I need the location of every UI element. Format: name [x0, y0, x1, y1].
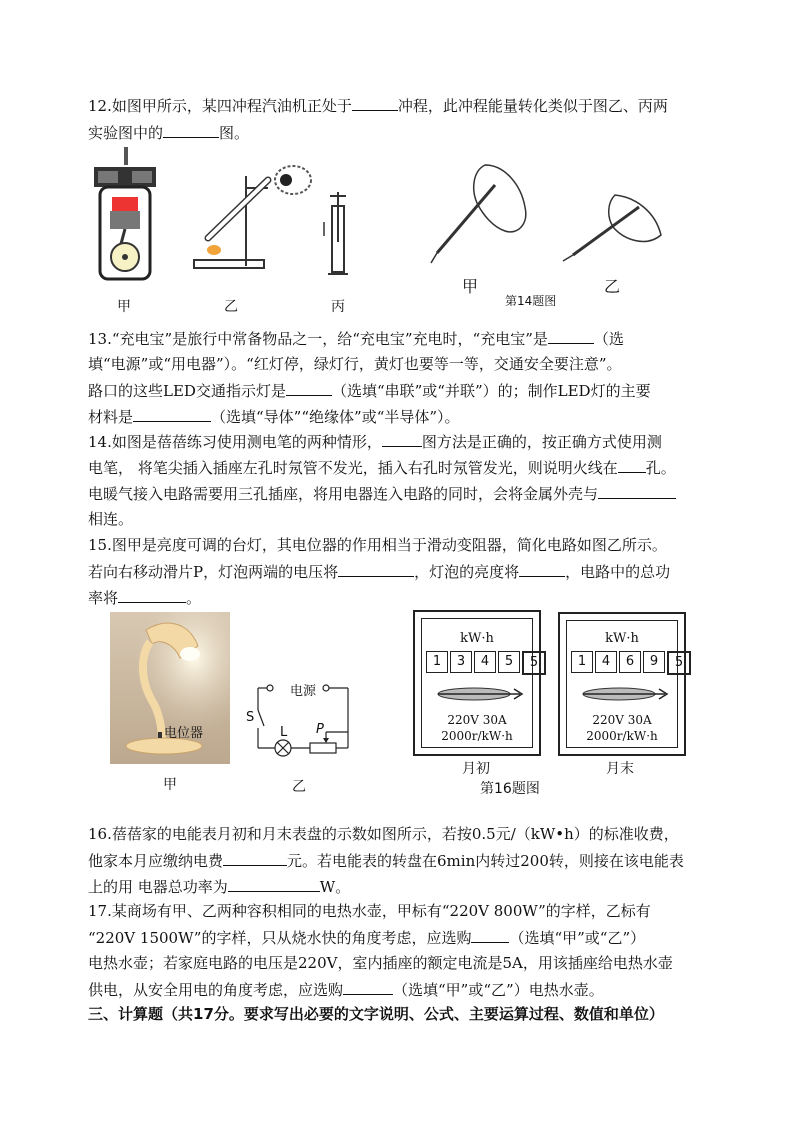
meter-rev: 2000r/kW·h: [586, 729, 658, 743]
answer-blank[interactable]: [286, 380, 332, 396]
energy-meter-start: [413, 610, 541, 756]
meter-digit: 5: [522, 651, 546, 675]
answer-blank[interactable]: [548, 328, 594, 344]
meter-digits: [571, 651, 693, 675]
q12-line2: 实验图中的 图。: [88, 124, 250, 142]
fig12-caption-a: 甲: [117, 299, 131, 315]
meter-digit: 1: [426, 651, 448, 673]
syringe-illustration: [318, 192, 358, 280]
answer-blank[interactable]: [352, 95, 398, 111]
fig15-caption-a: 甲: [163, 777, 177, 793]
meter-unit: kW·h: [460, 631, 494, 646]
circuit-switch-label: S: [246, 710, 255, 725]
meter-end-caption: 月末: [606, 761, 634, 777]
q14-line2: 电笔， 将笔尖插入插座左孔时氖管不发光，插入右孔时氖管发光，则说明火线在 孔。: [88, 459, 676, 477]
q14-line3: 电暖气接入电路需要用三孔插座，将用电器连入电路的同时，会将金属外壳与: [88, 483, 676, 504]
answer-blank[interactable]: [338, 561, 414, 577]
fig14-title: 第14题图: [505, 294, 557, 308]
fig16-title: 第16题图: [480, 781, 540, 797]
q13-line1: 13.“充电宝”是旅行中常备物品之一，给“充电宝”充电时，“充电宝”是 （选: [88, 330, 624, 348]
energy-meter-end: [558, 612, 686, 756]
meter-digits: [426, 651, 548, 675]
fig14-caption-b: 乙: [604, 277, 621, 296]
q15-line3: 率将 。: [88, 589, 202, 607]
q13-line2: 填“电源”或“用电器”）。“红灯停，绿灯行，黄灯也要等一等，交通安全要注意”。: [88, 355, 622, 373]
test-pen-hands-illustration: [425, 155, 665, 270]
answer-blank[interactable]: [133, 406, 211, 422]
q17-line1: 17.某商场有甲、乙两种容积相同的电热水壶，甲标有“220V 800W”的字样，乙标有: [88, 902, 651, 920]
answer-blank[interactable]: [118, 587, 186, 603]
q13-line4: 材料是 （选填“导体”“绝缘体”或“半导体”）。: [88, 408, 460, 426]
meter-disc-icon: [434, 683, 526, 705]
answer-blank[interactable]: [223, 850, 287, 866]
answer-blank[interactable]: [343, 979, 393, 995]
engine-illustration: [88, 145, 160, 285]
q17-line2: “220V 1500W”的字样，只从烧水快的角度考虑，应选购 （选填“甲”或“乙”）: [88, 929, 646, 947]
fig14-caption-a: 甲: [462, 277, 479, 296]
meter-rating: 220V 30A: [592, 713, 652, 727]
meter-disc-icon: [579, 683, 671, 705]
q16-line3: 上的用 电器总功率为 W。: [88, 878, 351, 896]
meter-digit: 6: [619, 651, 641, 673]
circuit-lamp-label: L: [280, 725, 288, 740]
section-3-heading: 三、计算题（共17分。要求写出必要的文字说明、公式、主要运算过程、数值和单位）: [88, 1005, 664, 1023]
q15-line2: 若向右移动滑片P，灯泡两端的电压将 ，灯泡的亮度将 ，电路中的总功: [88, 563, 671, 581]
answer-blank[interactable]: [382, 431, 422, 447]
meter-digit: 3: [450, 651, 472, 673]
q17-line4: 供电，从安全用电的角度考虑，应选购 （选填“甲”或“乙”）电热水壶。: [88, 981, 604, 999]
meter-rating: 220V 30A: [447, 713, 507, 727]
q14-line1: 14.如图是蓓蓓练习使用测电笔的两种情形， 图方法是正确的，按正确方式使用测: [88, 433, 662, 451]
test-tube-illustration: [188, 158, 318, 273]
answer-blank[interactable]: [618, 457, 646, 473]
answer-blank[interactable]: [228, 876, 320, 892]
meter-start-caption: 月初: [462, 761, 490, 777]
answer-blank[interactable]: [471, 927, 509, 943]
circuit-slider-label: P: [316, 722, 324, 737]
desk-lamp-photo: [110, 612, 230, 764]
q17-line3: 电热水壶；若家庭电路的电压是220V，室内插座的额定电流是5A，用该插座给电热水壶: [88, 954, 673, 972]
answer-blank[interactable]: [163, 122, 219, 138]
answer-blank[interactable]: [519, 561, 565, 577]
potentiometer-label: 电位器: [164, 726, 204, 741]
fig12-caption-c: 丙: [331, 299, 345, 315]
meter-unit: kW·h: [605, 631, 639, 646]
fig12-caption-b: 乙: [224, 299, 238, 315]
answer-blank[interactable]: [598, 483, 676, 499]
fig15-caption-b: 乙: [292, 779, 306, 795]
meter-digit: 1: [571, 651, 593, 673]
meter-digit: 9: [643, 651, 665, 673]
meter-rev: 2000r/kW·h: [441, 729, 513, 743]
q16-line1: 16.蓓蓓家的电能表月初和月末表盘的示数如图所示，若按0.5元/（kW•h）的标准收费，: [88, 825, 679, 843]
meter-digit: 5: [498, 651, 520, 673]
meter-digit: 5: [667, 651, 691, 675]
meter-digit: 4: [474, 651, 496, 673]
q14-line4: 相连。: [88, 510, 134, 528]
circuit-source-label: 电源: [288, 680, 318, 699]
q13-line3: 路口的这些LED交通指示灯是 （选填“串联”或“并联”）的；制作LED灯的主要: [88, 382, 651, 400]
q12-line1: 12.如图甲所示，某四冲程汽油机正处于 冲程，此冲程能量转化类似于图乙、丙两: [88, 97, 668, 115]
q15-line1: 15.图甲是亮度可调的台灯，其电位器的作用相当于滑动变阻器，简化电路如图乙所示。: [88, 536, 667, 554]
meter-digit: 4: [595, 651, 617, 673]
q16-line2: 他家本月应缴纳电费 元。若电能表的转盘在6min内转过200转，则接在该电能表: [88, 852, 684, 870]
